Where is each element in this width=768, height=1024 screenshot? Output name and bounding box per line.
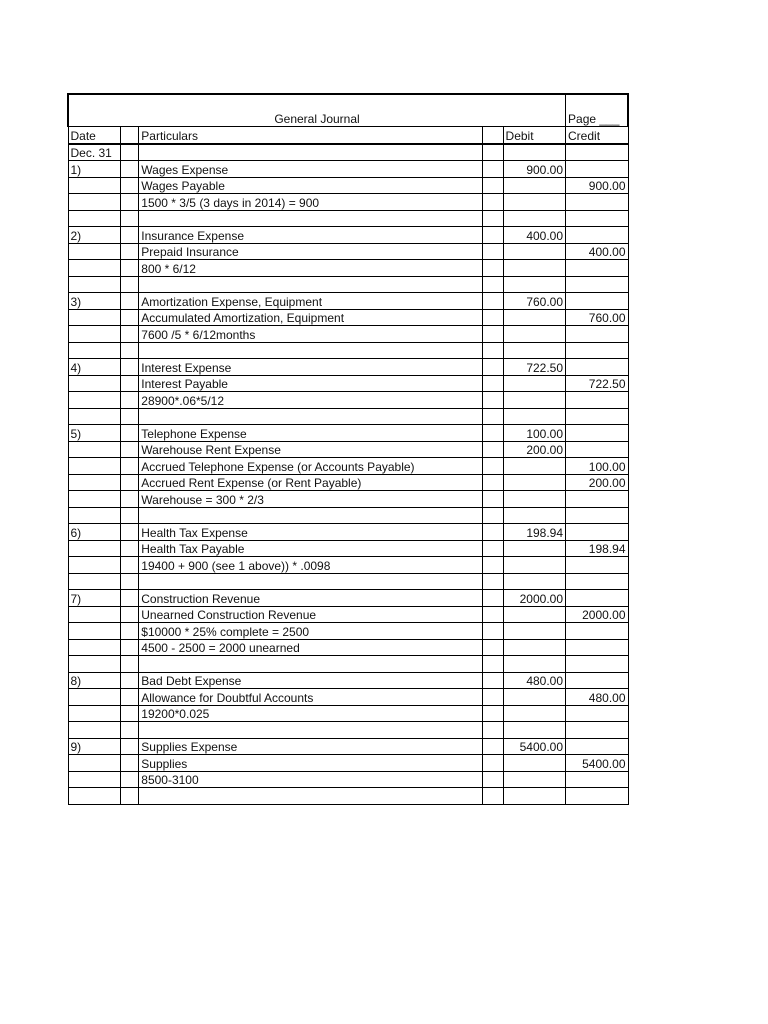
journal-row [68, 507, 628, 524]
journal-row [68, 375, 628, 392]
journal-row [68, 639, 628, 656]
debit-cell [503, 194, 565, 211]
date-cell: 3) [68, 293, 120, 310]
date-cell: Dec. 31 [68, 144, 120, 161]
particulars-cell: Supplies Expense [139, 738, 482, 755]
debit-cell [503, 458, 565, 475]
spacer-cell [120, 788, 139, 805]
spacer-cell-2 [482, 590, 503, 607]
debit-cell [503, 507, 565, 524]
date-cell [68, 573, 120, 590]
spacer-cell [120, 656, 139, 673]
debit-cell [503, 491, 565, 508]
credit-cell [566, 260, 628, 277]
particulars-cell: 7600 /5 * 6/12months [139, 326, 482, 343]
credit-cell [566, 425, 628, 442]
date-cell [68, 243, 120, 260]
particulars-cell [139, 408, 482, 425]
journal-row [68, 293, 628, 310]
date-cell [68, 408, 120, 425]
debit-cell [503, 408, 565, 425]
date-cell: 2) [68, 227, 120, 244]
journal-row [68, 788, 628, 805]
date-cell [68, 639, 120, 656]
spacer-cell-2 [482, 771, 503, 788]
spacer-cell [120, 689, 139, 706]
credit-cell [566, 590, 628, 607]
credit-cell [566, 524, 628, 541]
particulars-cell [139, 276, 482, 293]
journal-row [68, 408, 628, 425]
particulars-cell: 19200*0.025 [139, 705, 482, 722]
spacer-cell [120, 606, 139, 623]
credit-cell [566, 144, 628, 161]
spacer-cell [120, 557, 139, 574]
date-cell: 6) [68, 524, 120, 541]
debit-cell [503, 623, 565, 640]
spacer-cell [120, 408, 139, 425]
particulars-cell: Telephone Expense [139, 425, 482, 442]
debit-cell [503, 392, 565, 409]
particulars-cell: Insurance Expense [139, 227, 482, 244]
debit-cell: 100.00 [503, 425, 565, 442]
journal-row [68, 705, 628, 722]
spacer-cell-2 [482, 144, 503, 161]
credit-cell [566, 573, 628, 590]
particulars-cell: 8500-3100 [139, 771, 482, 788]
journal-row [68, 623, 628, 640]
credit-cell [566, 441, 628, 458]
debit-cell [503, 326, 565, 343]
spacer-cell [120, 375, 139, 392]
particulars-cell: Supplies [139, 755, 482, 772]
spacer-cell-2 [482, 342, 503, 359]
spacer-cell [120, 771, 139, 788]
journal-row [68, 491, 628, 508]
particulars-cell: Health Tax Payable [139, 540, 482, 557]
spacer-cell [120, 573, 139, 590]
credit-cell [566, 227, 628, 244]
credit-cell [566, 359, 628, 376]
journal-row [68, 342, 628, 359]
debit-cell [503, 260, 565, 277]
particulars-cell: Health Tax Expense [139, 524, 482, 541]
spacer-cell-2 [482, 672, 503, 689]
spacer-cell-2 [482, 441, 503, 458]
particulars-cell [139, 342, 482, 359]
credit-cell: 722.50 [566, 375, 628, 392]
particulars-cell: Warehouse = 300 * 2/3 [139, 491, 482, 508]
date-cell [68, 755, 120, 772]
spacer-cell-2 [482, 540, 503, 557]
spacer-cell [120, 161, 139, 178]
journal-row [68, 243, 628, 260]
particulars-cell: Interest Expense [139, 359, 482, 376]
date-cell [68, 474, 120, 491]
spacer-cell [120, 755, 139, 772]
journal-row [68, 524, 628, 541]
debit-cell [503, 606, 565, 623]
debit-cell [503, 177, 565, 194]
date-cell: 9) [68, 738, 120, 755]
particulars-cell: 19400 + 900 (see 1 above)) * .0098 [139, 557, 482, 574]
debit-cell [503, 342, 565, 359]
journal-row [68, 144, 628, 161]
credit-cell [566, 705, 628, 722]
journal-row [68, 606, 628, 623]
particulars-cell: Unearned Construction Revenue [139, 606, 482, 623]
spacer-cell-2 [482, 722, 503, 739]
debit-cell: 480.00 [503, 672, 565, 689]
credit-cell [566, 557, 628, 574]
spacer-cell [120, 590, 139, 607]
particulars-cell [139, 788, 482, 805]
particulars-cell: 4500 - 2500 = 2000 unearned [139, 639, 482, 656]
credit-cell [566, 623, 628, 640]
debit-cell [503, 705, 565, 722]
particulars-cell: Accrued Rent Expense (or Rent Payable) [139, 474, 482, 491]
particulars-cell [139, 722, 482, 739]
journal-row [68, 326, 628, 343]
journal-row [68, 210, 628, 227]
spacer-cell [120, 722, 139, 739]
spacer-cell-2 [482, 573, 503, 590]
credit-cell: 198.94 [566, 540, 628, 557]
particulars-cell: Amortization Expense, Equipment [139, 293, 482, 310]
particulars-cell: $10000 * 25% complete = 2500 [139, 623, 482, 640]
particulars-cell [139, 144, 482, 161]
date-cell [68, 705, 120, 722]
credit-cell: 480.00 [566, 689, 628, 706]
journal-row [68, 474, 628, 491]
debit-cell [503, 309, 565, 326]
journal-row [68, 161, 628, 178]
general-journal-table [67, 93, 629, 805]
spacer-cell [120, 243, 139, 260]
spacer-header-2 [482, 127, 503, 144]
date-cell: 8) [68, 672, 120, 689]
spacer-cell-2 [482, 557, 503, 574]
spacer-cell [120, 260, 139, 277]
spacer-cell [120, 672, 139, 689]
spacer-cell-2 [482, 309, 503, 326]
spacer-cell [120, 441, 139, 458]
journal-row [68, 738, 628, 755]
debit-cell [503, 210, 565, 227]
journal-row [68, 458, 628, 475]
spacer-cell-2 [482, 524, 503, 541]
spacer-cell [120, 491, 139, 508]
debit-cell [503, 639, 565, 656]
spacer-cell [120, 507, 139, 524]
journal-row [68, 557, 628, 574]
journal-row [68, 689, 628, 706]
date-cell: 7) [68, 590, 120, 607]
spacer-cell-2 [482, 491, 503, 508]
particulars-cell: Wages Expense [139, 161, 482, 178]
credit-cell [566, 293, 628, 310]
journal-row [68, 672, 628, 689]
debit-cell: 900.00 [503, 161, 565, 178]
credit-cell [566, 194, 628, 211]
date-cell [68, 392, 120, 409]
journal-row [68, 309, 628, 326]
date-cell: 1) [68, 161, 120, 178]
debit-cell [503, 788, 565, 805]
date-cell [68, 788, 120, 805]
journal-row [68, 227, 628, 244]
spacer-cell [120, 392, 139, 409]
spacer-cell [120, 623, 139, 640]
spacer-cell-2 [482, 392, 503, 409]
journal-row [68, 722, 628, 739]
debit-cell: 198.94 [503, 524, 565, 541]
debit-cell [503, 771, 565, 788]
spacer-cell-2 [482, 458, 503, 475]
journal-row [68, 755, 628, 772]
spacer-cell [120, 738, 139, 755]
credit-cell [566, 491, 628, 508]
debit-cell [503, 689, 565, 706]
journal-row [68, 359, 628, 376]
debit-cell [503, 375, 565, 392]
spacer-cell-2 [482, 375, 503, 392]
spacer-header [120, 127, 139, 144]
journal-row [68, 276, 628, 293]
credit-cell: 900.00 [566, 177, 628, 194]
particulars-cell: Accrued Telephone Expense (or Accounts Payable) [139, 458, 482, 475]
debit-cell [503, 722, 565, 739]
spacer-cell [120, 227, 139, 244]
spacer-cell-2 [482, 243, 503, 260]
spacer-cell [120, 293, 139, 310]
credit-cell [566, 722, 628, 739]
credit-cell [566, 771, 628, 788]
credit-cell [566, 672, 628, 689]
credit-cell [566, 392, 628, 409]
spacer-cell-2 [482, 623, 503, 640]
particulars-cell: Warehouse Rent Expense [139, 441, 482, 458]
spacer-cell [120, 474, 139, 491]
spacer-cell [120, 524, 139, 541]
journal-row [68, 441, 628, 458]
debit-cell [503, 557, 565, 574]
particulars-cell: Wages Payable [139, 177, 482, 194]
journal-row [68, 425, 628, 442]
date-cell [68, 656, 120, 673]
debit-cell: 200.00 [503, 441, 565, 458]
spacer-cell-2 [482, 408, 503, 425]
header-row [68, 127, 628, 144]
spacer-cell [120, 177, 139, 194]
spacer-cell [120, 309, 139, 326]
spacer-cell-2 [482, 606, 503, 623]
debit-cell: 2000.00 [503, 590, 565, 607]
debit-cell [503, 243, 565, 260]
date-cell [68, 540, 120, 557]
date-cell [68, 458, 120, 475]
credit-cell: 2000.00 [566, 606, 628, 623]
debit-cell [503, 656, 565, 673]
spacer-cell [120, 458, 139, 475]
credit-cell: 100.00 [566, 458, 628, 475]
spacer-cell [120, 425, 139, 442]
spacer-cell [120, 326, 139, 343]
credit-cell: 200.00 [566, 474, 628, 491]
debit-cell: 722.50 [503, 359, 565, 376]
particulars-cell: 800 * 6/12 [139, 260, 482, 277]
spacer-cell-2 [482, 705, 503, 722]
spacer-cell [120, 276, 139, 293]
spacer-cell [120, 540, 139, 557]
credit-cell: 400.00 [566, 243, 628, 260]
journal-row [68, 392, 628, 409]
date-cell [68, 557, 120, 574]
particulars-cell: Accumulated Amortization, Equipment [139, 309, 482, 326]
journal-row [68, 194, 628, 211]
date-cell [68, 375, 120, 392]
spacer-cell [120, 359, 139, 376]
spacer-cell-2 [482, 788, 503, 805]
particulars-cell: Bad Debt Expense [139, 672, 482, 689]
date-cell [68, 326, 120, 343]
spacer-cell-2 [482, 425, 503, 442]
particulars-cell: Allowance for Doubtful Accounts [139, 689, 482, 706]
date-cell [68, 441, 120, 458]
spacer-cell-2 [482, 260, 503, 277]
date-cell [68, 342, 120, 359]
credit-cell [566, 161, 628, 178]
debit-cell [503, 144, 565, 161]
credit-cell [566, 507, 628, 524]
date-header: Date [68, 127, 120, 144]
spacer-cell-2 [482, 227, 503, 244]
date-cell [68, 689, 120, 706]
debit-cell: 5400.00 [503, 738, 565, 755]
debit-cell [503, 573, 565, 590]
spacer-cell [120, 639, 139, 656]
debit-cell: 400.00 [503, 227, 565, 244]
debit-cell: 760.00 [503, 293, 565, 310]
date-cell: 5) [68, 425, 120, 442]
spacer-cell-2 [482, 210, 503, 227]
date-cell [68, 491, 120, 508]
date-cell [68, 210, 120, 227]
spacer-cell-2 [482, 359, 503, 376]
debit-cell [503, 755, 565, 772]
particulars-cell [139, 507, 482, 524]
credit-cell [566, 326, 628, 343]
page-label: Page ___ [566, 94, 628, 127]
particulars-cell: Prepaid Insurance [139, 243, 482, 260]
spacer-cell [120, 705, 139, 722]
spacer-cell-2 [482, 326, 503, 343]
spacer-cell-2 [482, 507, 503, 524]
credit-cell [566, 342, 628, 359]
debit-cell [503, 276, 565, 293]
credit-cell [566, 276, 628, 293]
journal-row [68, 540, 628, 557]
journal-row [68, 771, 628, 788]
particulars-cell [139, 210, 482, 227]
spacer-cell-2 [482, 177, 503, 194]
date-cell [68, 722, 120, 739]
debit-header: Debit [503, 127, 565, 144]
spacer-cell [120, 210, 139, 227]
spacer-cell-2 [482, 689, 503, 706]
particulars-cell: Interest Payable [139, 375, 482, 392]
date-cell [68, 606, 120, 623]
particulars-cell [139, 573, 482, 590]
date-cell [68, 309, 120, 326]
particulars-header: Particulars [139, 127, 482, 144]
spacer-cell-2 [482, 738, 503, 755]
credit-cell: 5400.00 [566, 755, 628, 772]
spacer-cell-2 [482, 656, 503, 673]
date-cell [68, 276, 120, 293]
spacer-cell-2 [482, 639, 503, 656]
credit-header: Credit [566, 127, 628, 144]
spacer-cell-2 [482, 755, 503, 772]
date-cell [68, 177, 120, 194]
spacer-cell-2 [482, 276, 503, 293]
credit-cell [566, 738, 628, 755]
credit-cell [566, 210, 628, 227]
particulars-cell [139, 656, 482, 673]
particulars-cell: 28900*.06*5/12 [139, 392, 482, 409]
particulars-cell: Construction Revenue [139, 590, 482, 607]
debit-cell [503, 474, 565, 491]
journal-title: General Journal [68, 94, 566, 127]
journal-row [68, 590, 628, 607]
date-cell: 4) [68, 359, 120, 376]
journal-row [68, 656, 628, 673]
credit-cell [566, 788, 628, 805]
date-cell [68, 623, 120, 640]
credit-cell: 760.00 [566, 309, 628, 326]
spacer-cell-2 [482, 293, 503, 310]
spacer-cell [120, 144, 139, 161]
credit-cell [566, 408, 628, 425]
particulars-cell: 1500 * 3/5 (3 days in 2014) = 900 [139, 194, 482, 211]
debit-cell [503, 540, 565, 557]
spacer-cell-2 [482, 194, 503, 211]
date-cell [68, 771, 120, 788]
date-cell [68, 507, 120, 524]
date-cell [68, 260, 120, 277]
credit-cell [566, 639, 628, 656]
date-cell [68, 194, 120, 211]
credit-cell [566, 656, 628, 673]
spacer-cell [120, 194, 139, 211]
spacer-cell-2 [482, 474, 503, 491]
spacer-cell [120, 342, 139, 359]
title-row [68, 94, 628, 127]
journal-row [68, 573, 628, 590]
journal-row [68, 177, 628, 194]
spacer-cell-2 [482, 161, 503, 178]
journal-row [68, 260, 628, 277]
